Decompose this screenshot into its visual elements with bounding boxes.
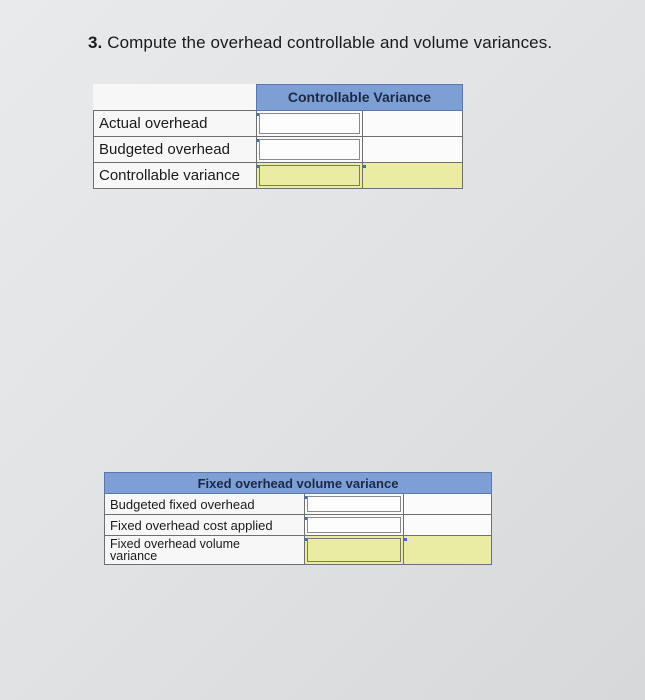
budgeted-overhead-amount-input[interactable]	[256, 136, 363, 162]
volume-variance-amount-input[interactable]	[304, 536, 404, 565]
question-text: Compute the overhead controllable and volume variances.	[107, 33, 553, 52]
header-spacer	[94, 85, 257, 111]
volume-variance-table	[104, 472, 492, 565]
controllable-variance-header: Controllable Variance	[256, 85, 462, 111]
volume-variance-type-select[interactable]	[404, 536, 492, 565]
actual-overhead-extra-input[interactable]	[363, 110, 463, 136]
table-row	[105, 536, 492, 565]
budgeted-overhead-extra-input[interactable]	[363, 136, 463, 162]
table-row	[94, 162, 463, 188]
table-row	[94, 110, 463, 136]
row-label-actual-overhead: Actual overhead	[94, 110, 257, 136]
question-prompt	[88, 33, 552, 53]
select-marker-icon	[404, 538, 407, 541]
select-marker-icon	[363, 165, 366, 168]
controllable-variance-table	[93, 84, 463, 189]
row-label-budgeted-fixed-overhead: Budgeted fixed overhead	[105, 494, 305, 515]
fixed-overhead-cost-applied-extra-input[interactable]	[404, 515, 492, 536]
question-number: 3.	[88, 33, 103, 52]
fixed-overhead-cost-applied-input[interactable]	[304, 515, 404, 536]
row-label-controllable-variance: Controllable variance	[94, 162, 257, 188]
table-row	[105, 515, 492, 536]
controllable-variance-type-select[interactable]	[363, 162, 463, 188]
controllable-variance-amount-input[interactable]	[256, 162, 363, 188]
row-label-fixed-overhead-cost-applied: Fixed overhead cost applied	[105, 515, 305, 536]
budgeted-fixed-overhead-extra-input[interactable]	[404, 494, 492, 515]
table-row	[94, 136, 463, 162]
volume-variance-header: Fixed overhead volume variance	[105, 473, 492, 494]
row-label-budgeted-overhead: Budgeted overhead	[94, 136, 257, 162]
budgeted-fixed-overhead-input[interactable]	[304, 494, 404, 515]
table-row	[105, 494, 492, 515]
row-label-fixed-overhead-volume-variance: Fixed overhead volume variance	[105, 536, 305, 565]
actual-overhead-amount-input[interactable]	[256, 110, 363, 136]
